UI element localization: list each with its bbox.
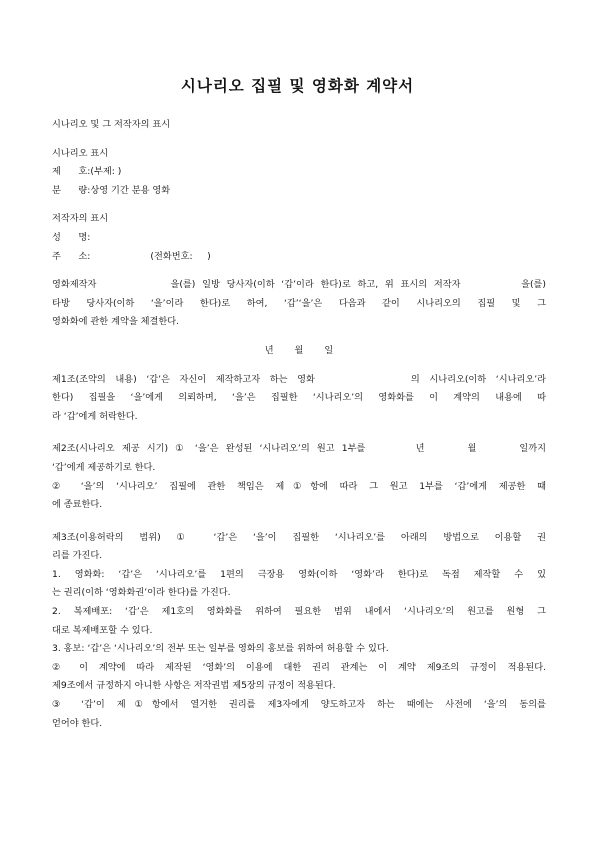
author-address-label: 주 소: [52, 250, 91, 262]
author-address-value: (전화번호: ) [150, 250, 211, 262]
scenario-title-row [52, 163, 546, 182]
article-3-line: ② 이 계약에 따라 제작된 ‘영화’의 이용에 대한 권리 관계는 이 계약 제9조의 규정이 적용된다. [52, 661, 546, 673]
article-1-line: 제1조(조약의 내용) ‘갑’은 자신이 제작하고자 하는 영화 의 시나리오(이하 ‘시나리오’라 [52, 373, 546, 385]
article-3-line: 대로 복제배포할 수 있다. [52, 624, 153, 636]
intro-line: 영화화에 관한 계약을 체결한다. [52, 316, 180, 328]
article-1-line: 한다) 집필을 ‘을’에게 의뢰하며, ‘을’은 집필한 ‘시나리오’의 영화화를 이 계약의 내용에 따 [52, 392, 546, 404]
article-3-line: 리를 가진다. [52, 550, 103, 562]
scenario-title-value: (부제: ) [90, 166, 122, 178]
article-3-line: 3. 홍보: ‘갑’은 ‘시나리오’의 전부 또는 일부를 영화의 홍보를 위하여 허용할 수 있다. [52, 643, 389, 655]
document-body [52, 116, 546, 733]
article-2-line: ② ‘을’의 ‘시나리오’ 집필에 관한 책임은 제①항에 따라 그 원고 1부를 ‘갑’에게 제공한 때 [52, 480, 546, 492]
article-3-line: 얻어야 한다. [52, 717, 103, 729]
article-1-line: 라 ‘갑’에게 허락한다. [52, 410, 138, 422]
author-name-row [52, 229, 546, 248]
article-2-line: ‘갑’에게 제공하기로 한다. [52, 461, 156, 473]
intro-line: 타방 당사자(이하 ‘을’이라 한다)로 하여, ‘갑’‘을’은 다음과 같이 시나리오의 집필 및 그 [52, 297, 546, 309]
article-3-line: ③ ‘갑’이 제①항에서 열거한 권리를 제3자에게 양도하고자 하는 때에는 사전에 ‘을’의 동의를 [52, 699, 546, 711]
scenario-length-value: 상영 기간 분용 영화 [90, 184, 171, 196]
author-heading: 저작자의 표시 [52, 213, 109, 225]
article-3-line: 제3조(이용허락의 범위) ① ‘갑’은 ‘을’이 집필한 ‘시나리오’를 아래의 방법으로 이용할 권 [52, 531, 546, 543]
scenario-heading: 시나리오 표시 [52, 147, 109, 159]
intro-line: 영화제작자 을(를) 일방 당사자(이하 ‘갑’이라 한다)로 하고, 위 표시의 저작자 을(를) [52, 279, 546, 291]
scenario-length-label: 분 량: [52, 184, 91, 196]
article-2-line: 에 종료한다. [52, 499, 103, 511]
article-3-line: 는 권리(이하 ‘영화화권’이라 한다)를 가진다. [52, 587, 231, 599]
article-2-line: 제2조(시나리오 제공 시기) ① ‘을’은 완성된 ‘시나리오’의 원고 1부를 년 월 일까지 [52, 443, 546, 455]
scenario-length-row [52, 182, 546, 201]
author-name-label: 성 명: [52, 231, 91, 243]
contract-date: 년 월 일 [264, 344, 334, 356]
article-3-line: 1. 영화화: ‘갑’은 ‘시나리오’를 1편의 극장용 영화(이하 ‘영화’라 한다)로 독점 제작할 수 있 [52, 568, 546, 580]
article-3-line: 2. 복제배포: ‘갑’은 제1호의 영화화를 위하여 필요한 범위 내에서 ‘시나리오’의 원고를 원형 그 [52, 606, 546, 618]
document-title: 시나리오 집필 및 영화화 계약서 [180, 77, 415, 95]
author-address-row [52, 248, 546, 267]
scenario-title-label: 제 호: [52, 166, 91, 178]
section-heading: 시나리오 및 그 저작자의 표시 [52, 119, 171, 130]
article-3-line: 제9조에서 규정하지 아니한 사항은 저작권법 제5장의 규정이 적용된다. [52, 680, 336, 692]
